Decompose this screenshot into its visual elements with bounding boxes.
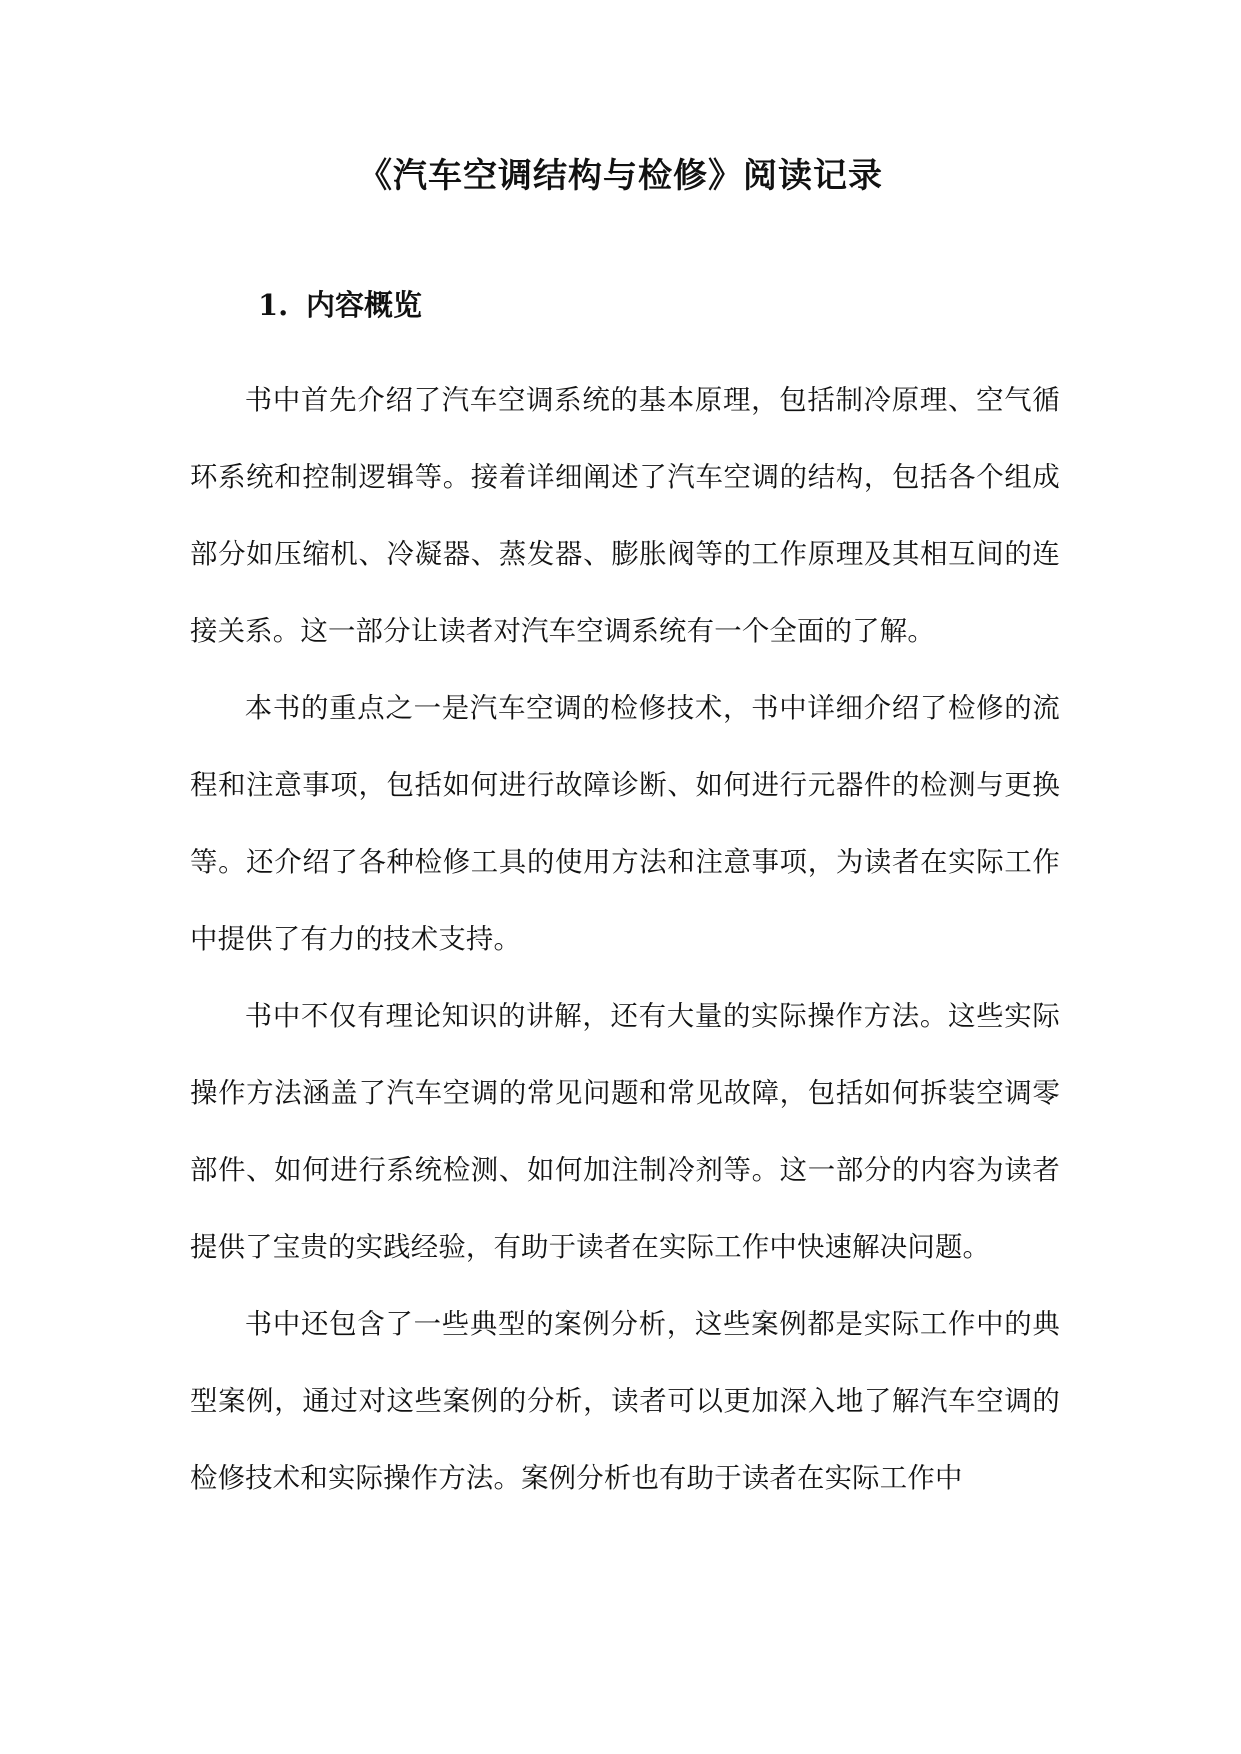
section-body <box>190 362 1060 1517</box>
paragraph: 书中不仅有理论知识的讲解，还有大量的实际操作方法。这些实际操作方法涵盖了汽车空调的常见问题和常见故障，包括如何拆装空调零部件、如何进行系统检测、如何加注制冷剂等。这一部分的内容为读者提供了宝贵的实践经验，有助于读者在实际工作中快速解决问题。 <box>190 1001 1060 1263</box>
paragraph: 本书的重点之一是汽车空调的检修技术，书中详细介绍了检修的流程和注意事项，包括如何进行故障诊断、如何进行元器件的检测与更换等。还介绍了各种检修工具的使用方法和注意事项，为读者在实际工作中提供了有力的技术支持。 <box>190 693 1060 955</box>
section-title: 内容概览 <box>306 288 423 322</box>
section-heading <box>258 283 422 327</box>
section-number: 1. <box>258 288 289 322</box>
document-title: 《汽车空调结构与检修》阅读记录 <box>358 156 883 196</box>
paragraph: 书中首先介绍了汽车空调系统的基本原理，包括制冷原理、空气循环系统和控制逻辑等。接着详细阐述了汽车空调的结构，包括各个组成部分如压缩机、冷凝器、蒸发器、膨胀阀等的工作原理及其相互间的连接关系。这一部分让读者对汽车空调系统有一个全面的了解。 <box>190 385 1060 647</box>
paragraph: 书中还包含了一些典型的案例分析，这些案例都是实际工作中的典型案例，通过对这些案例的分析，读者可以更加深入地了解汽车空调的检修技术和实际操作方法。案例分析也有助于读者在实际工作中 <box>190 1309 1060 1494</box>
